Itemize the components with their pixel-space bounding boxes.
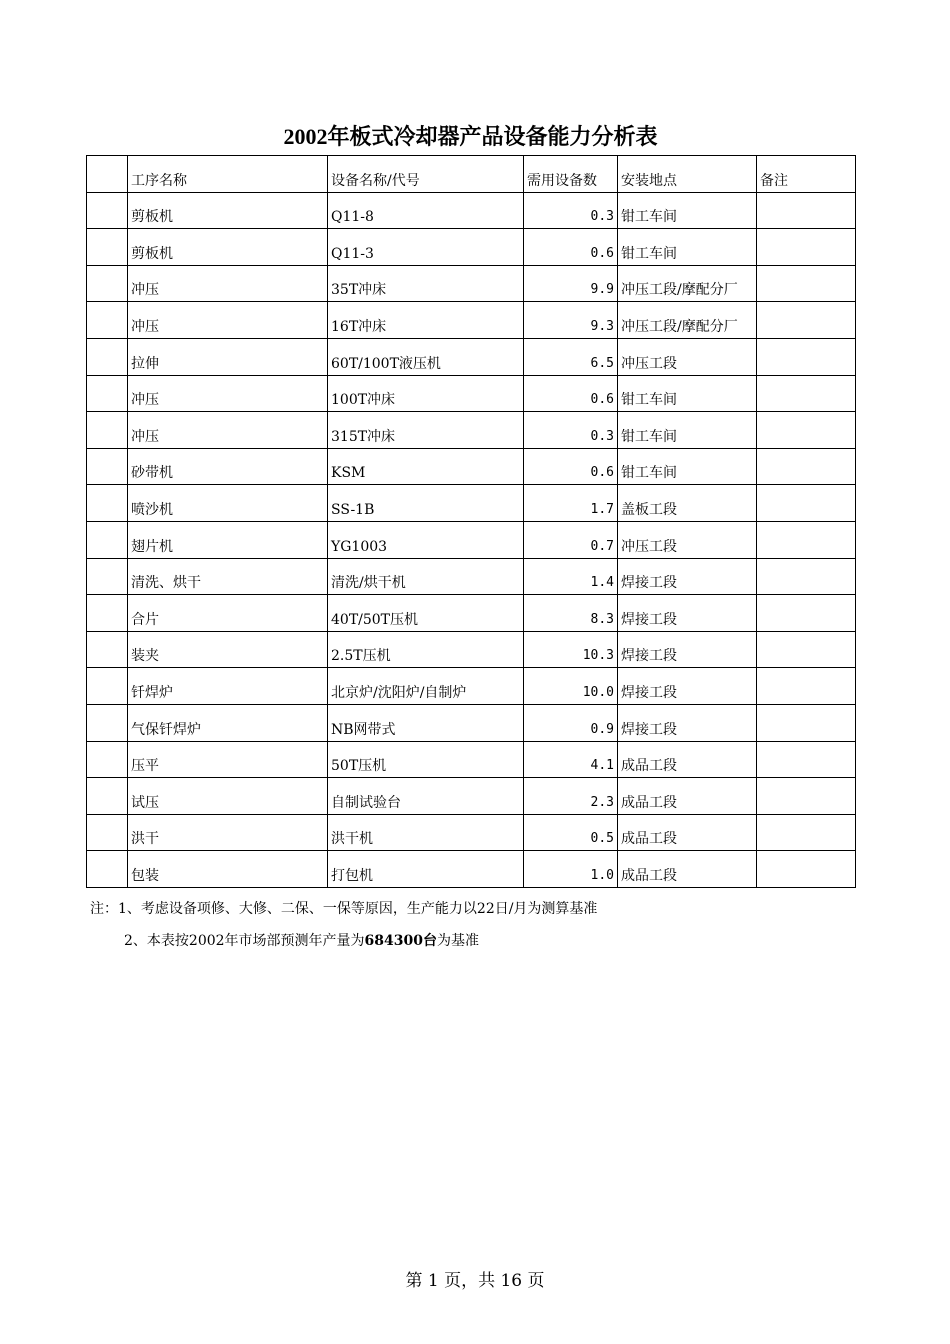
remark-cell xyxy=(757,558,856,595)
table-row xyxy=(87,704,856,741)
remark-cell xyxy=(757,631,856,668)
row-index-cell xyxy=(87,302,128,339)
equipment-cell: SS-1B xyxy=(328,485,524,522)
process-cell: 试压 xyxy=(128,778,328,815)
table-row xyxy=(87,778,856,815)
table-row xyxy=(87,192,856,229)
equipment-cell: 100T冲床 xyxy=(328,375,524,412)
table-row xyxy=(87,814,856,851)
table-row xyxy=(87,521,856,558)
location-cell: 焊接工段 xyxy=(618,595,757,632)
table-row xyxy=(87,265,856,302)
remark-cell xyxy=(757,778,856,815)
header-index xyxy=(87,156,128,193)
location-cell: 焊接工段 xyxy=(618,558,757,595)
table-row xyxy=(87,631,856,668)
remark-cell xyxy=(757,302,856,339)
header-count: 需用设备数 xyxy=(524,156,618,193)
remark-cell xyxy=(757,814,856,851)
row-index-cell xyxy=(87,851,128,888)
table-row xyxy=(87,485,856,522)
equipment-cell: KSM xyxy=(328,448,524,485)
count-cell: 1.0 xyxy=(524,851,618,888)
location-cell: 盖板工段 xyxy=(618,485,757,522)
process-cell: 剪板机 xyxy=(128,229,328,266)
process-cell: 冲压 xyxy=(128,375,328,412)
process-cell: 冲压 xyxy=(128,265,328,302)
count-cell: 1.4 xyxy=(524,558,618,595)
count-cell: 0.6 xyxy=(524,375,618,412)
location-cell: 成品工段 xyxy=(618,778,757,815)
note-line-1: 注：1、考虑设备项修、大修、二保、一保等原因，生产能力以22日/月为测算基准 xyxy=(90,901,598,917)
header-equipment: 设备名称/代号 xyxy=(328,156,524,193)
equipment-cell: Q11-3 xyxy=(328,229,524,266)
count-cell: 0.9 xyxy=(524,704,618,741)
count-cell: 0.3 xyxy=(524,192,618,229)
remark-cell xyxy=(757,448,856,485)
remark-cell xyxy=(757,338,856,375)
row-index-cell xyxy=(87,229,128,266)
row-index-cell xyxy=(87,375,128,412)
location-cell: 焊接工段 xyxy=(618,631,757,668)
note-line-2-suffix: 为基准 xyxy=(437,933,479,949)
process-cell: 翅片机 xyxy=(128,521,328,558)
equipment-cell: 清洗/烘干机 xyxy=(328,558,524,595)
equipment-cell: 2.5T压机 xyxy=(328,631,524,668)
table-row xyxy=(87,558,856,595)
location-cell: 钳工车间 xyxy=(618,412,757,449)
location-cell: 成品工段 xyxy=(618,851,757,888)
row-index-cell xyxy=(87,668,128,705)
row-index-cell xyxy=(87,558,128,595)
table-row xyxy=(87,448,856,485)
location-cell: 焊接工段 xyxy=(618,704,757,741)
equipment-cell: 60T/100T液压机 xyxy=(328,338,524,375)
remark-cell xyxy=(757,412,856,449)
location-cell: 钳工车间 xyxy=(618,448,757,485)
count-cell: 1.7 xyxy=(524,485,618,522)
table-row xyxy=(87,851,856,888)
equipment-cell: 40T/50T压机 xyxy=(328,595,524,632)
process-cell: 砂带机 xyxy=(128,448,328,485)
remark-cell xyxy=(757,192,856,229)
row-index-cell xyxy=(87,485,128,522)
remark-cell xyxy=(757,521,856,558)
process-cell: 包装 xyxy=(128,851,328,888)
table-row xyxy=(87,668,856,705)
process-cell: 冲压 xyxy=(128,302,328,339)
location-cell: 焊接工段 xyxy=(618,668,757,705)
process-cell: 清洗、烘干 xyxy=(128,558,328,595)
count-cell: 9.9 xyxy=(524,265,618,302)
equipment-cell: 洪干机 xyxy=(328,814,524,851)
row-index-cell xyxy=(87,192,128,229)
location-cell: 钳工车间 xyxy=(618,375,757,412)
row-index-cell xyxy=(87,412,128,449)
table-row xyxy=(87,741,856,778)
process-cell: 气保钎焊炉 xyxy=(128,704,328,741)
remark-cell xyxy=(757,375,856,412)
remark-cell xyxy=(757,265,856,302)
equipment-cell: 315T冲床 xyxy=(328,412,524,449)
count-cell: 6.5 xyxy=(524,338,618,375)
equipment-cell: 自制试验台 xyxy=(328,778,524,815)
count-cell: 10.0 xyxy=(524,668,618,705)
row-index-cell xyxy=(87,265,128,302)
process-cell: 压平 xyxy=(128,741,328,778)
location-cell: 成品工段 xyxy=(618,814,757,851)
row-index-cell xyxy=(87,595,128,632)
equipment-cell: YG1003 xyxy=(328,521,524,558)
process-cell: 钎焊炉 xyxy=(128,668,328,705)
count-cell: 4.1 xyxy=(524,741,618,778)
equipment-cell: 打包机 xyxy=(328,851,524,888)
count-cell: 0.3 xyxy=(524,412,618,449)
equipment-cell: NB网带式 xyxy=(328,704,524,741)
header-remark: 备注 xyxy=(757,156,856,193)
table-row xyxy=(87,229,856,266)
process-cell: 装夹 xyxy=(128,631,328,668)
note-line-2 xyxy=(124,930,479,950)
table-row xyxy=(87,375,856,412)
remark-cell xyxy=(757,851,856,888)
table-row xyxy=(87,302,856,339)
equipment-cell: 北京炉/沈阳炉/自制炉 xyxy=(328,668,524,705)
table-row xyxy=(87,338,856,375)
row-index-cell xyxy=(87,631,128,668)
note-line-2-prefix: 2、本表按2002年市场部预测年产量为 xyxy=(124,933,365,949)
process-cell: 洪干 xyxy=(128,814,328,851)
equipment-cell: Q11-8 xyxy=(328,192,524,229)
table-header-row xyxy=(87,156,856,193)
count-cell: 0.6 xyxy=(524,448,618,485)
location-cell: 冲压工段 xyxy=(618,338,757,375)
location-cell: 成品工段 xyxy=(618,741,757,778)
process-cell: 喷沙机 xyxy=(128,485,328,522)
remark-cell xyxy=(757,229,856,266)
count-cell: 8.3 xyxy=(524,595,618,632)
location-cell: 钳工车间 xyxy=(618,192,757,229)
count-cell: 2.3 xyxy=(524,778,618,815)
location-cell: 冲压工段 xyxy=(618,521,757,558)
location-cell: 冲压工段/摩配分厂 xyxy=(618,302,757,339)
remark-cell xyxy=(757,485,856,522)
row-index-cell xyxy=(87,778,128,815)
header-process: 工序名称 xyxy=(128,156,328,193)
location-cell: 钳工车间 xyxy=(618,229,757,266)
count-cell: 0.6 xyxy=(524,229,618,266)
equipment-cell: 50T压机 xyxy=(328,741,524,778)
table-row xyxy=(87,412,856,449)
count-cell: 9.3 xyxy=(524,302,618,339)
location-cell: 冲压工段/摩配分厂 xyxy=(618,265,757,302)
row-index-cell xyxy=(87,521,128,558)
count-cell: 10.3 xyxy=(524,631,618,668)
page-title: 2002年板式冷却器产品设备能力分析表 xyxy=(283,124,658,149)
header-location: 安装地点 xyxy=(618,156,757,193)
equipment-cell: 16T冲床 xyxy=(328,302,524,339)
equipment-cell: 35T冲床 xyxy=(328,265,524,302)
row-index-cell xyxy=(87,814,128,851)
remark-cell xyxy=(757,704,856,741)
process-cell: 冲压 xyxy=(128,412,328,449)
count-cell: 0.7 xyxy=(524,521,618,558)
row-index-cell xyxy=(87,338,128,375)
count-cell: 0.5 xyxy=(524,814,618,851)
equipment-table xyxy=(86,155,856,888)
process-cell: 剪板机 xyxy=(128,192,328,229)
row-index-cell xyxy=(87,704,128,741)
row-index-cell xyxy=(87,448,128,485)
page-footer: 第 1 页，共 16 页 xyxy=(405,1271,545,1291)
row-index-cell xyxy=(87,741,128,778)
note-line-2-quantity: 684300台 xyxy=(364,933,437,949)
remark-cell xyxy=(757,741,856,778)
remark-cell xyxy=(757,595,856,632)
process-cell: 拉伸 xyxy=(128,338,328,375)
process-cell: 合片 xyxy=(128,595,328,632)
remark-cell xyxy=(757,668,856,705)
table-row xyxy=(87,595,856,632)
